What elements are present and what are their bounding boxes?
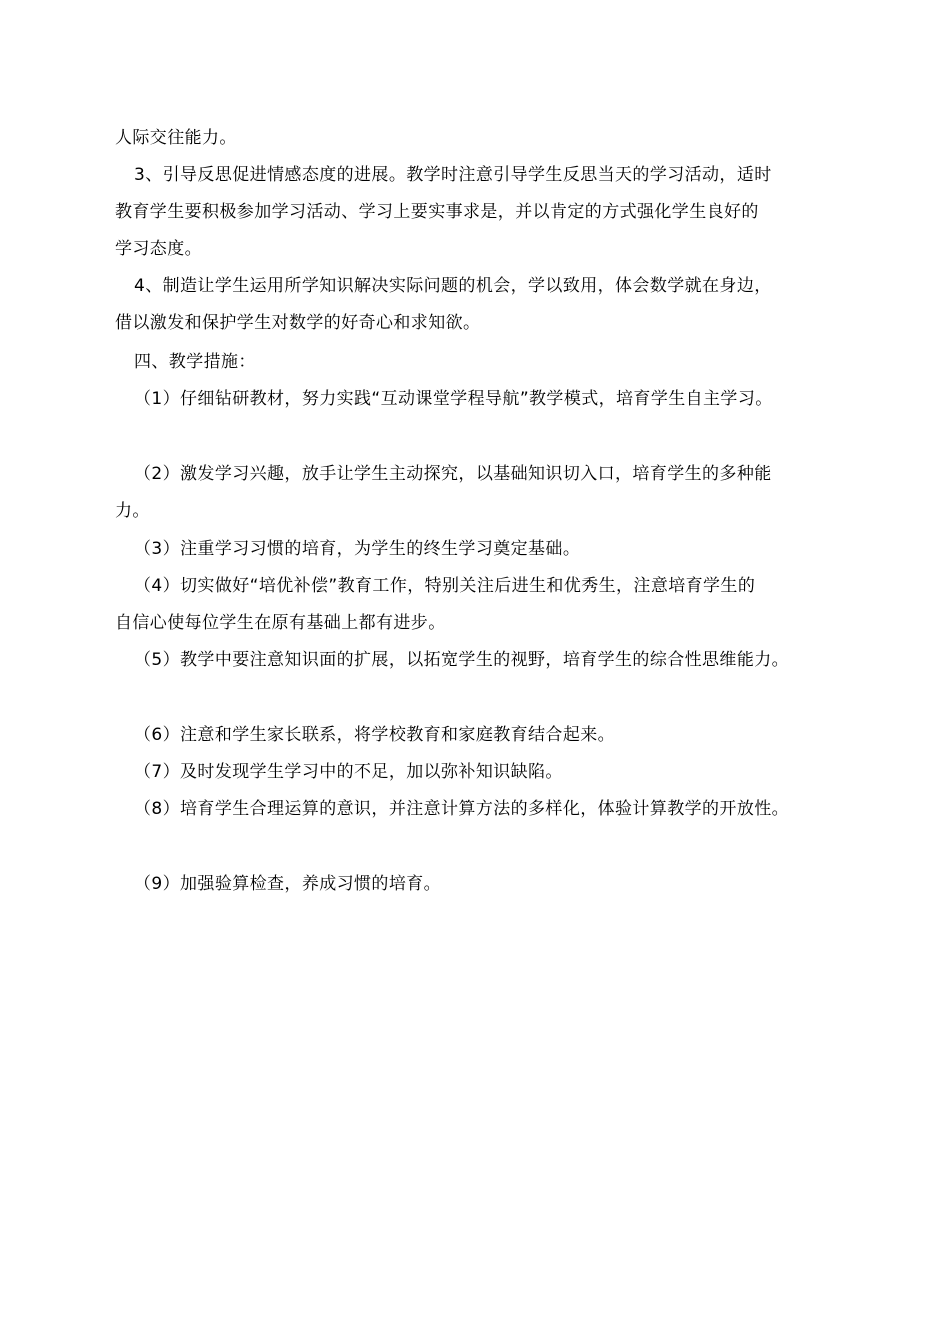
measure-item-1: （1）仔细钻研教材，努力实践“互动课堂学程导航”教学模式，培育学生自主学习。	[134, 389, 773, 409]
text-line-3: 教育学生要积极参加学习活动、学习上要实事求是，并以肯定的方式强化学生良好的	[115, 202, 759, 222]
text-line-4: 学习态度。	[115, 239, 202, 259]
measure-item-2: （2）激发学习兴趣，放手让学生主动探究，以基础知识切入口，培育学生的多种能	[134, 464, 772, 484]
measure-item-3: （3）注重学习习惯的培育，为学生的终生学习奠定基础。	[134, 539, 581, 559]
text-line-5: 4、制造让学生运用所学知识解决实际问题的机会，学以致用，体会数学就在身边，	[134, 276, 772, 296]
measure-item-4-cont: 自信心使每位学生在原有基础上都有进步。	[115, 613, 446, 633]
measure-item-6: （6）注意和学生家长联系，将学校教育和家庭教育结合起来。	[134, 725, 616, 745]
measure-item-9: （9）加强验算检查，养成习惯的培育。	[134, 874, 442, 894]
measure-item-2-cont: 力。	[115, 501, 150, 521]
section-heading: 四、教学措施：	[134, 352, 256, 372]
measure-item-4: （4）切实做好“培优补偿”教育工作，特别关注后进生和优秀生，注意培育学生的	[134, 576, 756, 596]
measure-item-7: （7）及时发现学生学习中的不足，加以弥补知识缺陷。	[134, 762, 563, 782]
text-line-6: 借以激发和保护学生对数学的好奇心和求知欲。	[115, 313, 481, 333]
measure-item-5: （5）教学中要注意知识面的扩展，以拓宽学生的视野，培育学生的综合性思维能力。	[134, 650, 790, 670]
text-line-1: 人际交往能力。	[115, 128, 237, 148]
text-line-2: 3、引导反思促进情感态度的进展。教学时注意引导学生反思当天的学习活动，适时	[134, 165, 772, 185]
measure-item-8: （8）培育学生合理运算的意识，并注意计算方法的多样化，体验计算教学的开放性。	[134, 799, 790, 819]
